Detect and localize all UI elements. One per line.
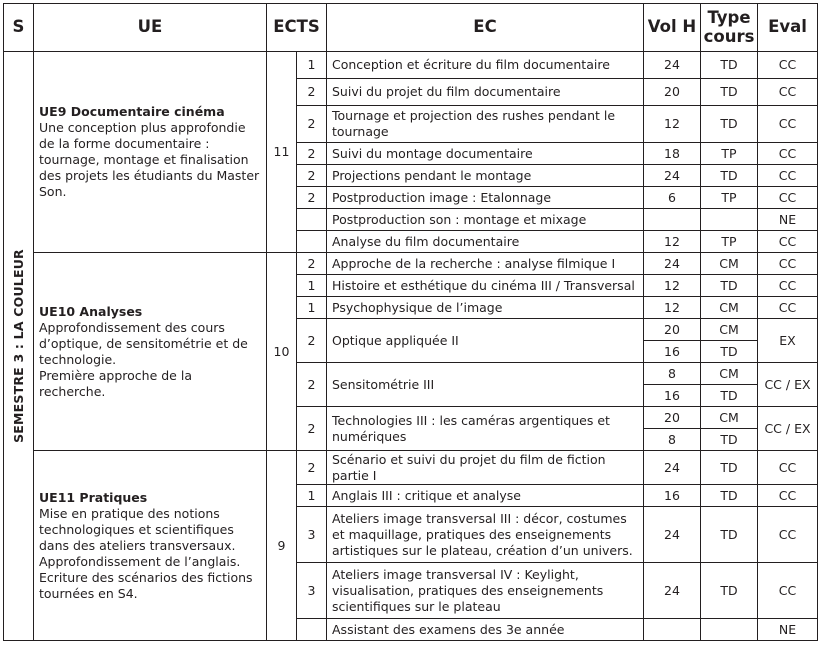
type-cours: [701, 619, 758, 641]
ue11-ects: 9: [267, 451, 297, 641]
type-cours: TD: [701, 106, 758, 143]
eval: CC: [758, 79, 818, 106]
ec-credits: 2: [297, 363, 327, 407]
eval: NE: [758, 209, 818, 231]
type-cours: CM: [701, 319, 758, 341]
ue9-ects: 11: [267, 52, 297, 253]
vol-h: 20: [644, 407, 701, 429]
ue11-title: UE11 Pratiques: [39, 489, 148, 505]
type-cours: TD: [701, 341, 758, 363]
ec-credits: 2: [297, 143, 327, 165]
ec-credits: 3: [297, 563, 327, 619]
type-cours: TD: [701, 451, 758, 485]
ue11-description: Mise en pratique des notions technologiques et scientifiques dans des ateliers transversaux. Approfondissement de l’anglais. Ecriture des scénarios des fictions tournées en S4.: [39, 505, 253, 601]
table-row: [4, 52, 818, 79]
type-cours: TD: [701, 79, 758, 106]
type-cours: TD: [701, 52, 758, 79]
ue9-cell: [34, 52, 267, 253]
eval: CC: [758, 563, 818, 619]
ec-name: Psychophysique de l’image: [327, 297, 644, 319]
vol-h: 24: [644, 563, 701, 619]
vol-h: 24: [644, 507, 701, 563]
ec-credits: 1: [297, 52, 327, 79]
ec-name: Suivi du projet du film documentaire: [327, 79, 644, 106]
ec-name: Suivi du montage documentaire: [327, 143, 644, 165]
eval: CC: [758, 52, 818, 79]
eval: CC / EX: [758, 363, 818, 407]
ec-name: Tournage et projection des rushes pendant le tournage: [327, 106, 644, 143]
header-type-cours: Type cours: [701, 4, 758, 52]
vol-h: 24: [644, 253, 701, 275]
ec-credits: [297, 619, 327, 641]
vol-h: [644, 209, 701, 231]
eval: CC: [758, 275, 818, 297]
ec-credits: 2: [297, 253, 327, 275]
vol-h: 24: [644, 165, 701, 187]
ue10-ects: 10: [267, 253, 297, 451]
semester-label: SEMESTRE 3 : LA COULEUR: [10, 249, 26, 443]
eval: CC: [758, 507, 818, 563]
type-cours: TD: [701, 507, 758, 563]
type-cours: CM: [701, 363, 758, 385]
eval: CC: [758, 231, 818, 253]
eval: CC: [758, 143, 818, 165]
type-cours: TD: [701, 165, 758, 187]
vol-h: 18: [644, 143, 701, 165]
vol-h: 8: [644, 363, 701, 385]
ec-credits: 3: [297, 507, 327, 563]
ue10-title: UE10 Analyses: [39, 303, 143, 319]
vol-h: 24: [644, 52, 701, 79]
type-cours: TP: [701, 187, 758, 209]
ec-name: Ateliers image transversal IV : Keylight, visualisation, pratiques des enseignements scientifiques sur le plateau: [327, 563, 644, 619]
table-row: [4, 451, 818, 485]
ec-credits: [297, 231, 327, 253]
vol-h: 12: [644, 297, 701, 319]
ec-name: Assistant des examens des 3e année: [327, 619, 644, 641]
type-cours: TD: [701, 429, 758, 451]
ec-credits: 1: [297, 275, 327, 297]
vol-h: 20: [644, 319, 701, 341]
type-cours: TP: [701, 143, 758, 165]
ec-credits: 2: [297, 187, 327, 209]
vol-h: 12: [644, 106, 701, 143]
header-ects: ECTS: [267, 4, 327, 52]
type-cours: TD: [701, 385, 758, 407]
ec-name: Postproduction son : montage et mixage: [327, 209, 644, 231]
type-cours: CM: [701, 297, 758, 319]
eval: CC / EX: [758, 407, 818, 451]
ec-name: Scénario et suivi du projet du film de fiction partie I: [327, 451, 644, 485]
ec-name: Analyse du film documentaire: [327, 231, 644, 253]
type-cours: CM: [701, 253, 758, 275]
eval: CC: [758, 253, 818, 275]
eval: CC: [758, 451, 818, 485]
vol-h: 24: [644, 451, 701, 485]
vol-h: 16: [644, 485, 701, 507]
table-row: [4, 253, 818, 275]
vol-h: [644, 619, 701, 641]
vol-h: 6: [644, 187, 701, 209]
ec-credits: 2: [297, 165, 327, 187]
ec-name: Optique appliquée II: [327, 319, 644, 363]
vol-h: 16: [644, 341, 701, 363]
ec-name: Approche de la recherche : analyse filmique I: [327, 253, 644, 275]
type-cours: TD: [701, 563, 758, 619]
header-s: S: [4, 4, 34, 52]
type-cours: [701, 209, 758, 231]
type-cours: CM: [701, 407, 758, 429]
eval: NE: [758, 619, 818, 641]
ec-credits: 2: [297, 407, 327, 451]
ue10-cell: [34, 253, 267, 451]
eval: CC: [758, 106, 818, 143]
header-eval: Eval: [758, 4, 818, 52]
ec-credits: [297, 209, 327, 231]
ec-name: Anglais III : critique et analyse: [327, 485, 644, 507]
vol-h: 20: [644, 79, 701, 106]
header-ec: EC: [327, 4, 644, 52]
ec-name: Histoire et esthétique du cinéma III / Transversal: [327, 275, 644, 297]
eval: CC: [758, 297, 818, 319]
eval: CC: [758, 165, 818, 187]
course-table: [3, 3, 818, 641]
ec-name: Postproduction image : Etalonnage: [327, 187, 644, 209]
ue11-cell: [34, 451, 267, 641]
ec-name: Technologies III : les caméras argentiques et numériques: [327, 407, 644, 451]
ue9-description: Une conception plus approfondie de la forme documentaire : tournage, montage et finalisation des projets les étudiants du Master Son.: [39, 120, 260, 199]
eval: CC: [758, 187, 818, 209]
header-row: [4, 4, 818, 52]
ec-name: Ateliers image transversal III : décor, costumes et maquillage, pratiques des enseignements artistiques sur le plateau, création d’un univers.: [327, 507, 644, 563]
type-cours: TD: [701, 275, 758, 297]
ec-credits: 2: [297, 79, 327, 106]
vol-h: 12: [644, 231, 701, 253]
eval: EX: [758, 319, 818, 363]
ec-name: Conception et écriture du film documentaire: [327, 52, 644, 79]
ec-credits: 2: [297, 319, 327, 363]
ec-credits: 1: [297, 297, 327, 319]
ec-credits: 2: [297, 451, 327, 485]
header-vol-h: Vol H: [644, 4, 701, 52]
vol-h: 8: [644, 429, 701, 451]
type-cours: TD: [701, 485, 758, 507]
ec-name: Projections pendant le montage: [327, 165, 644, 187]
ue9-title: UE9 Documentaire cinéma: [39, 104, 225, 119]
semester-label-cell: [4, 52, 34, 641]
ue10-description: Approfondissement des cours d’optique, de sensitométrie et de technologie. Première approche de la recherche.: [39, 319, 248, 399]
ec-name: Sensitométrie III: [327, 363, 644, 407]
eval: CC: [758, 485, 818, 507]
type-cours: TP: [701, 231, 758, 253]
ec-credits: 1: [297, 485, 327, 507]
ec-credits: 2: [297, 106, 327, 143]
vol-h: 16: [644, 385, 701, 407]
header-ue: UE: [34, 4, 267, 52]
vol-h: 12: [644, 275, 701, 297]
